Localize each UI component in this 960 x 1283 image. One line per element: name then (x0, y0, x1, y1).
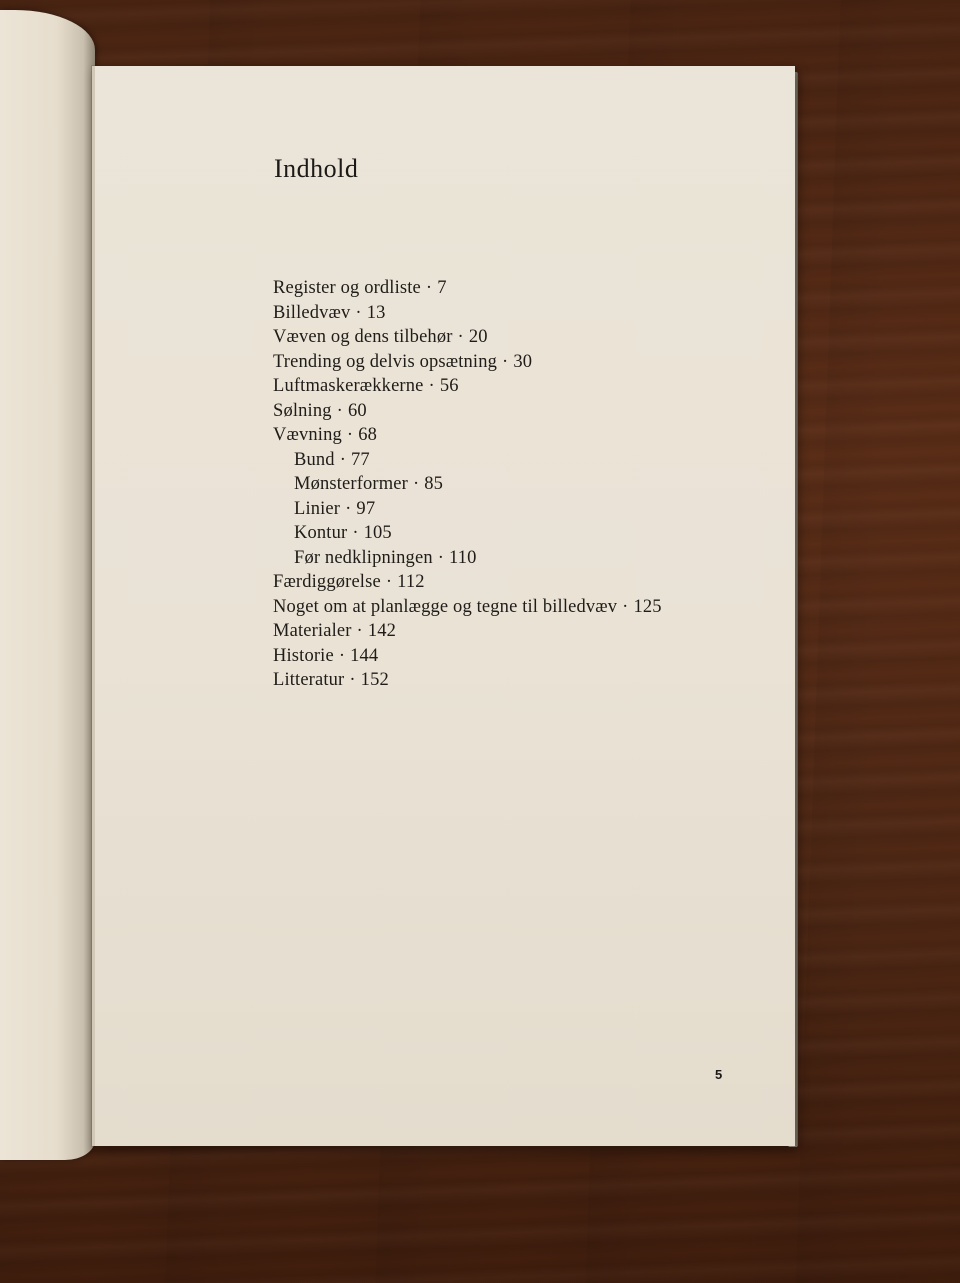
toc-entry-page: 77 (351, 449, 370, 470)
toc-entry-page: 112 (397, 572, 425, 592)
toc-entry-separator: · (339, 449, 347, 470)
toc-entry (273, 423, 662, 448)
toc-entry (273, 497, 662, 522)
toc-entry-page: 97 (356, 498, 376, 519)
toc-entry-separator: · (336, 400, 343, 421)
toc-entry-separator: · (385, 572, 393, 592)
toc-entry (273, 595, 662, 620)
toc-entry-separator: · (622, 596, 629, 617)
toc-entry-label: Linier (294, 498, 341, 519)
facing-left-page (0, 10, 95, 1160)
toc-entry-label: Færdiggørelse (273, 572, 381, 592)
toc-entry-label: Register og ordliste (273, 278, 421, 298)
toc-entry-separator: · (345, 498, 352, 519)
toc-entry (273, 521, 662, 546)
toc-entry (273, 546, 662, 571)
toc-entry-label: Trending og delvis opsætning (273, 351, 497, 372)
page-number: 5 (715, 1067, 723, 1082)
table-of-contents (273, 276, 662, 693)
toc-entry (273, 448, 662, 473)
toc-entry-page: 142 (367, 621, 397, 641)
toc-entry-label: Bund (294, 449, 335, 470)
toc-entry-separator: · (437, 547, 445, 568)
page-title: Indhold (274, 154, 359, 183)
book-page (92, 66, 795, 1146)
toc-entry-page: 60 (347, 400, 367, 421)
toc-entry-separator: · (349, 670, 356, 690)
toc-entry (273, 399, 662, 424)
toc-entry-label: Billedvæv (273, 302, 351, 323)
toc-entry-label: Sølning (273, 400, 332, 421)
toc-entry-separator: · (346, 425, 354, 445)
toc-entry (273, 276, 662, 301)
toc-entry-page: 105 (363, 523, 392, 543)
toc-entry-page: 85 (424, 474, 444, 494)
toc-entry-label: Luftmaskerækkerne (273, 376, 424, 396)
toc-entry-page: 144 (350, 645, 379, 666)
toc-entry-page: 56 (439, 376, 459, 396)
toc-entry-label: Før nedklipningen (294, 547, 433, 568)
toc-entry-page: 110 (449, 547, 477, 568)
toc-entry-page: 68 (358, 425, 378, 445)
toc-entry-label: Væven og dens tilbehør (273, 327, 453, 347)
toc-entry-label: Noget om at planlægge og tegne til billedvæv (273, 596, 618, 617)
toc-entry-page: 152 (360, 670, 389, 690)
toc-entry-label: Materialer (273, 621, 352, 641)
toc-entry-separator: · (425, 278, 433, 298)
toc-entry (273, 570, 662, 595)
toc-entry (273, 644, 662, 669)
toc-entry (273, 619, 662, 644)
toc-entry-label: Mønsterformer (294, 474, 408, 494)
toc-entry-page: 20 (468, 327, 488, 347)
toc-entry-separator: · (338, 645, 346, 666)
toc-entry-separator: · (412, 474, 420, 494)
toc-entry-label: Historie (273, 645, 334, 666)
toc-entry (273, 472, 662, 497)
toc-entry-page: 13 (366, 302, 386, 323)
toc-entry-separator: · (428, 376, 435, 396)
toc-entry (273, 350, 662, 375)
toc-entry-separator: · (457, 327, 464, 347)
toc-entry-separator: · (502, 351, 509, 372)
toc-entry (273, 374, 662, 399)
toc-entry-separator: · (355, 302, 362, 323)
toc-entry-label: Litteratur (273, 670, 345, 690)
toc-entry-label: Vævning (273, 425, 342, 445)
toc-entry-page: 7 (437, 278, 447, 298)
toc-entry-label: Kontur (294, 523, 348, 543)
toc-entry (273, 301, 662, 326)
toc-entry-separator: · (352, 523, 359, 543)
toc-entry (273, 325, 662, 350)
toc-entry-separator: · (356, 621, 363, 641)
toc-entry (273, 668, 662, 693)
toc-entry-page: 30 (513, 351, 533, 372)
toc-entry-page: 125 (633, 596, 662, 617)
